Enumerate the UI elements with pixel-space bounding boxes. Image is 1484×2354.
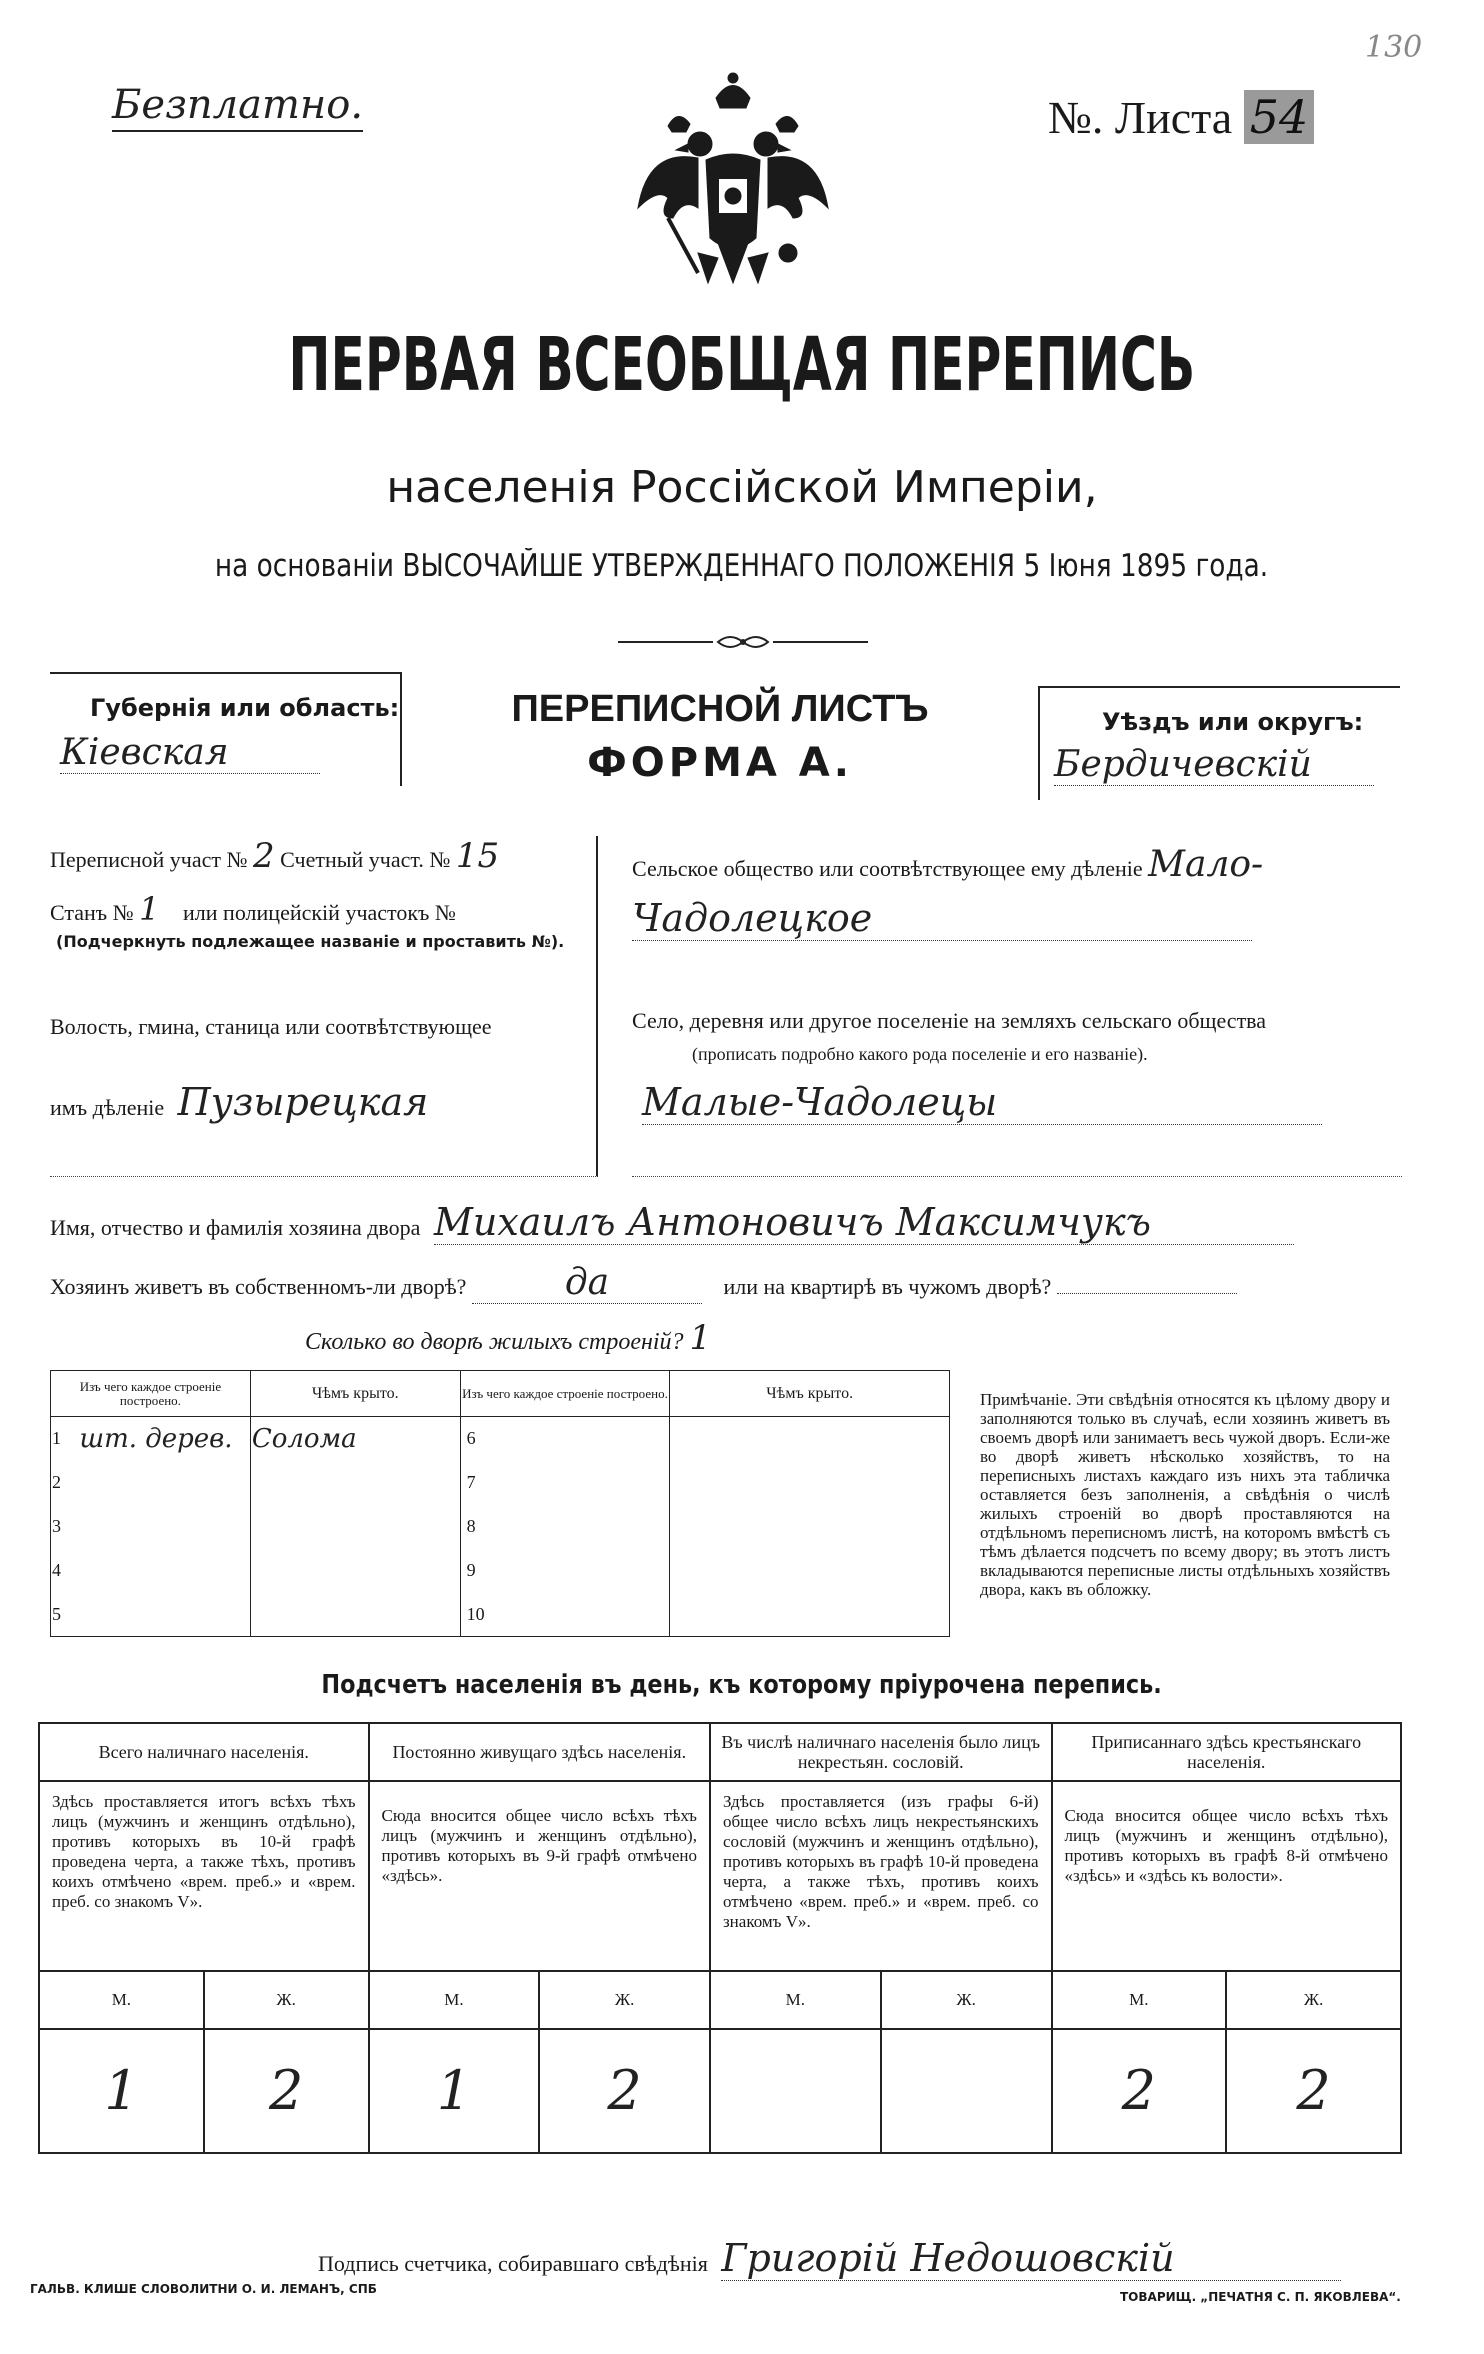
roof-cell xyxy=(250,1549,460,1593)
stan-value: 1 xyxy=(139,890,160,928)
roof-cell xyxy=(670,1461,950,1505)
count-district-value: 15 xyxy=(455,836,500,876)
pop-male-value: 1 xyxy=(39,2029,204,2153)
ornament-divider xyxy=(618,632,868,652)
pop-col-title: Постоянно живущаго здѣсь населенія. xyxy=(369,1723,710,1781)
pop-col-desc: Сюда вносится общее число всѣхъ тѣхъ лицъ (мужчинъ и женщинъ отдѣльно), противъ которыхъ въ 9-й графѣ отмѣчено «здѣсь». xyxy=(369,1781,710,1971)
gubernia-value: Кіевская xyxy=(60,732,320,774)
roof-cell xyxy=(250,1593,460,1637)
society-value-1: Мало- xyxy=(1148,844,1264,885)
population-table xyxy=(38,1722,1402,2154)
right-field-block xyxy=(632,836,1402,1177)
own-yard-line xyxy=(50,1262,1237,1304)
material-cell xyxy=(490,1549,670,1593)
table-row xyxy=(51,1505,950,1549)
sheet-number-block xyxy=(1048,90,1314,144)
roof-cell xyxy=(250,1461,460,1505)
uezd-value: Бердичевскій xyxy=(1054,744,1374,786)
row-number: 1 xyxy=(51,1417,79,1461)
owner-name-label: Имя, отчество и фамилія хозяина двора xyxy=(50,1215,421,1240)
pop-female-value: 2 xyxy=(1226,2029,1401,2153)
buildings-table xyxy=(50,1370,950,1637)
row-number: 7 xyxy=(460,1461,490,1505)
pop-male-label: М. xyxy=(710,1971,881,2029)
pop-col-desc: Здѣсь проставляется (изъ графы 6-й) общее число всѣхъ лицъ некрестьянскихъ сословій (мужчинъ и женщинъ отдѣльно), противъ которыхъ въ графѣ 10-й проведена черта, а также тѣхъ, противъ коихъ отмѣчено «врем. преб.» и «врем. преб. со знакомъ V». xyxy=(710,1781,1052,1971)
volost-label-1: Волость, гмина, станица или соотвѣтствующее xyxy=(50,1014,492,1039)
signature-label: Подпись счетчика, собиравшаго свѣдѣнія xyxy=(318,2251,708,2276)
left-field-block xyxy=(50,836,598,1177)
imperial-eagle-emblem xyxy=(628,68,838,298)
pop-col-title: Въ числѣ наличнаго населенія было лицъ некрестьян. сословій. xyxy=(710,1723,1052,1781)
pop-female-label: Ж. xyxy=(881,1971,1052,2029)
uezd-box xyxy=(1038,686,1400,800)
own-yard-label: Хозяинъ живетъ въ собственномъ-ли дворѣ? xyxy=(50,1274,467,1299)
buildings-count-label: Сколько во дворѣ жилыхъ строеній? xyxy=(305,1329,684,1355)
table-row xyxy=(51,1461,950,1505)
material-cell: шт. дерев. xyxy=(78,1417,250,1461)
material-cell xyxy=(78,1549,250,1593)
pop-col-desc: Сюда вносится общее число всѣхъ тѣхъ лицъ (мужчинъ и женщинъ отдѣльно), противъ которыхъ въ графѣ 8-й отмѣчено «здѣсь» и «здѣсь къ волости». xyxy=(1052,1781,1402,1971)
volost-value: Пузырецкая xyxy=(177,1080,429,1124)
gubernia-box xyxy=(50,672,402,786)
roof-cell xyxy=(670,1417,950,1461)
village-note: (прописать подробно какого рода поселеніе и его названіе). xyxy=(692,1044,1148,1064)
col-roof-left: Чѣмъ крыто. xyxy=(250,1371,460,1417)
gubernia-label: Губернія или область: xyxy=(90,694,400,722)
uezd-label: Уѣздъ или округъ: xyxy=(1102,708,1364,736)
stan-line xyxy=(50,890,456,928)
count-district-no-label: № xyxy=(429,847,451,872)
row-number: 8 xyxy=(460,1505,490,1549)
census-subtitle: населенія Россійской Имперіи, xyxy=(386,462,1098,513)
village-value: Малые-Чадолецы xyxy=(642,1080,1322,1125)
roof-cell: Солома xyxy=(250,1417,460,1461)
row-number: 4 xyxy=(51,1549,79,1593)
pop-col-title: Приписаннаго здѣсь крестьянскаго населенія. xyxy=(1052,1723,1402,1781)
society-value-2: Чадолецкое xyxy=(632,896,1252,941)
footer-right-imprint: ТОВАРИЩ. „ПЕЧАТНЯ С. П. ЯКОВЛЕВА“. xyxy=(1120,2290,1401,2304)
village-label: Село, деревня или другое поселеніе на земляхъ сельскаго общества xyxy=(632,1008,1267,1033)
roof-cell xyxy=(670,1593,950,1637)
pop-male-value: 2 xyxy=(1052,2029,1227,2153)
col-material-left: Изъ чего каждое строеніе построено. xyxy=(51,1371,251,1417)
police-label: или полицейскій участокъ № xyxy=(183,900,456,925)
pop-female-value xyxy=(881,2029,1052,2153)
volost-line xyxy=(50,1080,428,1124)
pop-female-value: 2 xyxy=(204,2029,369,2153)
roof-cell xyxy=(670,1549,950,1593)
district-line xyxy=(50,836,499,876)
form-name: ФОРМА А. xyxy=(587,740,853,786)
census-main-title: ПЕРВАЯ ВСЕОБЩАЯ ПЕРЕПИСЬ xyxy=(288,322,1196,408)
row-number: 6 xyxy=(460,1417,490,1461)
note-text: Примѣчаніе. Эти свѣдѣнія относятся къ цѣлому двору и заполняются только въ случаѣ, если хозяинъ живетъ въ своемъ дворѣ или занимаетъ весь чужой дворъ. Если-же во дворѣ живетъ нѣсколько хозяйствъ, то на переписныхъ листахъ каждаго изъ нихъ эта табличка оставляется безъ заполненія, а свѣдѣнія о числѣ жилыхъ строеній во дворѣ проставляются на отдѣльномъ переписномъ листѣ, на которомъ вмѣстѣ съ тѣмъ дѣлается подсчетъ по всему двору; въ этотъ листъ вкладываются переписные листы отдѣльныхъ хозяйствъ двора, какъ въ обложку. xyxy=(980,1390,1390,1599)
pop-female-label: Ж. xyxy=(1226,1971,1401,2029)
sheet-number-label: №. Листа xyxy=(1048,92,1233,143)
row-number: 10 xyxy=(460,1593,490,1637)
owner-name-line xyxy=(50,1200,1294,1245)
census-district-no-label: № xyxy=(226,847,248,872)
free-label: Безплатно. xyxy=(112,82,363,132)
table-row xyxy=(51,1593,950,1637)
pop-female-value: 2 xyxy=(539,2029,710,2153)
pop-male-label: М. xyxy=(39,1971,204,2029)
signature-value: Григорій Недошовскій xyxy=(721,2236,1341,2281)
pop-male-label: М. xyxy=(369,1971,540,2029)
signature-line xyxy=(318,2236,1341,2281)
rented-label: или на квартирѣ въ чужомъ дворѣ? xyxy=(723,1274,1052,1299)
pop-col-title: Всего наличнаго населенія. xyxy=(39,1723,369,1781)
society-label: Сельское общество или соотвѣтствующее ему дѣленіе xyxy=(632,856,1143,881)
material-cell xyxy=(78,1461,250,1505)
pop-male-value xyxy=(710,2029,881,2153)
sheet-number-value: 54 xyxy=(1244,90,1315,144)
pop-col-desc: Здѣсь проставляется итогъ всѣхъ тѣхъ лицъ (мужчинъ и женщинъ отдѣльно), противъ которыхъ въ 10-й графѣ проведена черта, а также тѣхъ, противъ коихъ отмѣчено «врем. преб.» и «врем. преб. со знакомъ V». xyxy=(39,1781,369,1971)
census-district-value: 2 xyxy=(252,836,275,876)
corner-mark: 130 xyxy=(1365,30,1423,65)
material-cell xyxy=(78,1593,250,1637)
material-cell xyxy=(490,1461,670,1505)
row-number: 9 xyxy=(460,1549,490,1593)
table-row xyxy=(51,1417,950,1461)
material-cell xyxy=(78,1505,250,1549)
row-number: 3 xyxy=(51,1505,79,1549)
footer-left-imprint: ГАЛЬВ. КЛИШЕ СЛОВОЛИТНИ О. И. ЛЕМАНЪ, СПБ xyxy=(30,2282,377,2296)
count-district-label: Счетный участ. xyxy=(280,847,424,872)
own-yard-value: да xyxy=(472,1262,702,1304)
pop-male-value: 1 xyxy=(369,2029,540,2153)
roof-cell xyxy=(670,1505,950,1549)
census-basis-line: на основаніи ВЫСОЧАЙШЕ УТВЕРЖДЕННАГО ПОЛОЖЕНІЯ 5 Іюня 1895 года. xyxy=(215,548,1269,584)
sheet-title: ПЕРЕПИСНОЙ ЛИСТЪ xyxy=(511,688,929,730)
material-cell xyxy=(490,1505,670,1549)
census-district-label: Переписной участ xyxy=(50,847,221,872)
buildings-count-value: 1 xyxy=(689,1318,712,1358)
volost-label-2: имъ дѣленіе xyxy=(50,1095,165,1120)
row-number: 2 xyxy=(51,1461,79,1505)
roof-cell xyxy=(250,1505,460,1549)
pop-male-label: М. xyxy=(1052,1971,1227,2029)
row-number: 5 xyxy=(51,1593,79,1637)
col-material-right: Изъ чего каждое строеніе построено. xyxy=(460,1371,670,1417)
society-line xyxy=(632,844,1263,885)
underline-note: (Подчеркнуть подлежащее названіе и проставить №). xyxy=(56,932,565,951)
population-heading: Подсчетъ населенія въ день, къ которому пріурочена перепись. xyxy=(321,1670,1163,1700)
pop-female-label: Ж. xyxy=(204,1971,369,2029)
col-roof-right: Чѣмъ крыто. xyxy=(670,1371,950,1417)
buildings-count-line xyxy=(305,1318,711,1358)
owner-name-value: Михаилъ Антоновичъ Максимчукъ xyxy=(434,1200,1294,1245)
stan-label: Станъ № xyxy=(50,900,134,925)
material-cell xyxy=(490,1417,670,1461)
pop-female-label: Ж. xyxy=(539,1971,710,2029)
material-cell xyxy=(490,1593,670,1637)
table-row xyxy=(51,1549,950,1593)
